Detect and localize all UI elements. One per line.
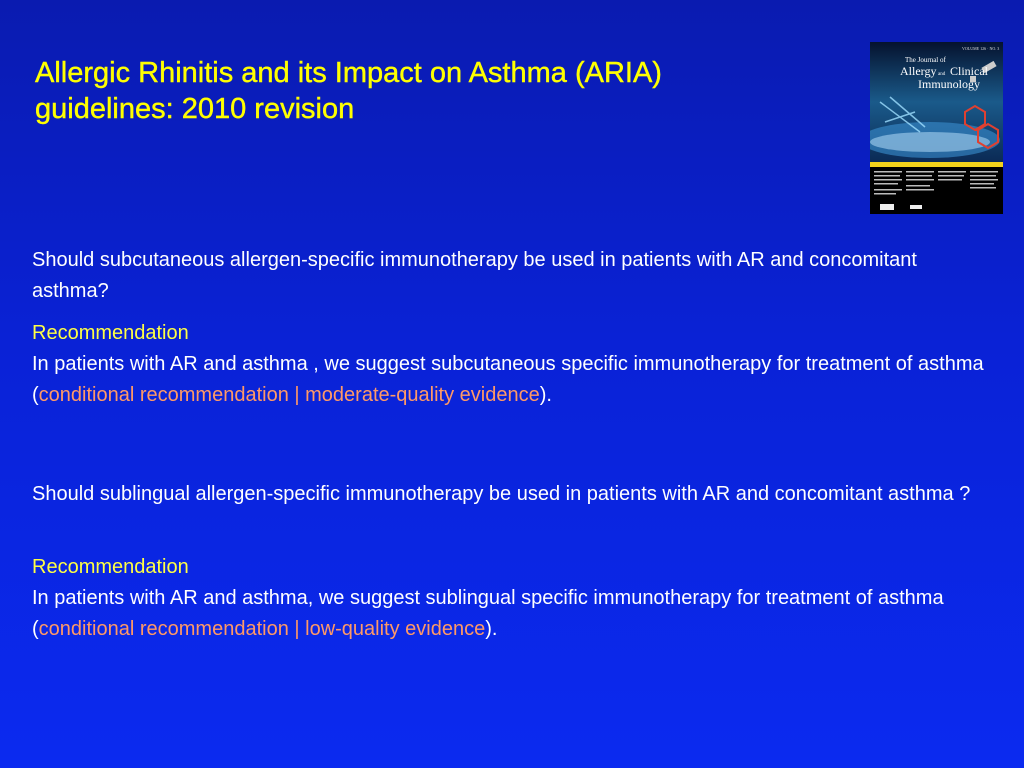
recommendation-1-evidence: conditional recommendation | moderate-quality evidence [38,384,540,406]
journal-cover-image [870,42,1003,214]
recommendation-1-text-before: In patients with AR and asthma , we suggest subcutaneous specific immunotherapy for treatment of asthma ( [32,353,984,406]
recommendation-2-label: Recommendation [32,556,189,578]
recommendation-1-text-after: ). [539,384,552,406]
recommendation-1-text [32,349,997,411]
recommendation-2-text-before: In patients with AR and asthma, we suggest sublingual specific immunotherapy for treatment of asthma ( [32,587,944,640]
question-1 [32,245,997,307]
svg-text:VOLUME 126 · NO. 3: VOLUME 126 · NO. 3 [962,46,1000,51]
recommendation-2-text-after: ). [485,618,498,640]
question-2 [32,479,997,510]
cover-masthead-allergy: Allergy [900,64,937,78]
cover-masthead-small: The Journal of [905,56,946,64]
recommendation-1-label: Recommendation [32,322,189,344]
recommendation-2 [32,552,997,645]
recommendation-2-evidence: conditional recommendation | low-quality evidence [38,618,486,640]
question-1-text: Should subcutaneous allergen-specific immunotherapy be used in patients with AR and concomitant asthma? [32,249,917,302]
cover-masthead-and: and [938,72,946,77]
cover-masthead-clinical: Clinical [950,64,988,78]
title-line-2: guidelines: 2010 revision [35,93,355,125]
cover-masthead-immunology: Immunology [918,77,980,91]
title-line-1: Allergic Rhinitis and its Impact on Asthma (ARIA) [35,57,662,89]
recommendation-2-text [32,583,997,645]
question-2-text: Should sublingual allergen-specific immunotherapy be used in patients with AR and concomitant asthma ? [32,483,971,505]
recommendation-1 [32,318,997,411]
slide-title [35,55,855,127]
